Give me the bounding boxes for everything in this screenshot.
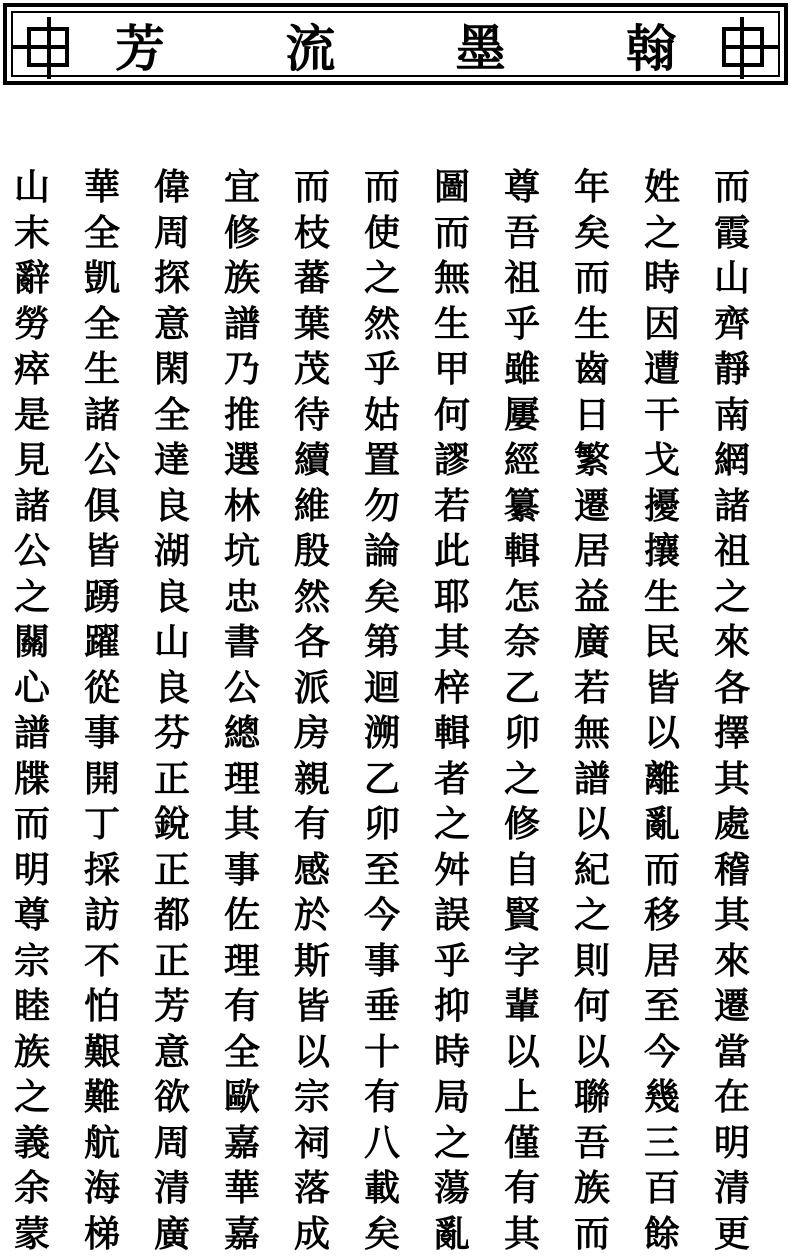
text-char: 時: [627, 256, 697, 302]
text-char: 卯: [487, 711, 557, 757]
text-char: 其: [207, 802, 277, 848]
text-char: 諸: [697, 484, 767, 530]
text-char: 閑: [137, 347, 207, 393]
text-char: 廣: [137, 1212, 207, 1257]
text-char: 維: [277, 484, 347, 530]
text-char: 移: [627, 893, 697, 939]
text-char: 以: [627, 711, 697, 757]
text-char: 霞: [697, 211, 767, 257]
text-char: 族: [0, 1030, 67, 1076]
text-char: 之: [347, 256, 417, 302]
text-char: 湖: [137, 529, 207, 575]
text-char: 至: [347, 848, 417, 894]
text-char: 各: [697, 666, 767, 712]
text-char: 遷: [557, 484, 627, 530]
text-char: 殷: [277, 529, 347, 575]
text-char: 乃: [207, 347, 277, 393]
text-char: 無: [557, 711, 627, 757]
text-char: 百: [627, 1166, 697, 1212]
text-char: 幾: [627, 1075, 697, 1121]
text-char: 抑: [417, 984, 487, 1030]
text-char: 公: [0, 529, 67, 575]
text-char: 輩: [487, 984, 557, 1030]
text-char: 圖: [417, 165, 487, 211]
text-char: 修: [487, 802, 557, 848]
text-char: 而: [557, 256, 627, 302]
text-char: 祖: [697, 529, 767, 575]
text-char: 姑: [347, 393, 417, 439]
text-char: 正: [137, 939, 207, 985]
text-char: 奈: [487, 620, 557, 666]
text-char: 賢: [487, 893, 557, 939]
text-char: 繁: [557, 438, 627, 484]
text-char: 於: [277, 893, 347, 939]
text-char: 諸: [67, 393, 137, 439]
text-char: 之: [557, 893, 627, 939]
text-char: 良: [137, 666, 207, 712]
text-char: 今: [627, 1030, 697, 1076]
text-char: 銳: [137, 802, 207, 848]
text-char: 皆: [67, 529, 137, 575]
text-char: 海: [67, 1166, 137, 1212]
text-char: 都: [137, 893, 207, 939]
text-char: 靜: [697, 347, 767, 393]
text-char: 舛: [417, 848, 487, 894]
text-char: 山: [697, 256, 767, 302]
text-char: 其: [697, 893, 767, 939]
text-char: 清: [697, 1166, 767, 1212]
text-char: 事: [207, 848, 277, 894]
text-char: 續: [277, 438, 347, 484]
text-char: 之: [0, 1075, 67, 1121]
text-char: 航: [67, 1121, 137, 1167]
text-char: 從: [67, 666, 137, 712]
text-column: [557, 165, 627, 1095]
text-char: 嘉: [207, 1212, 277, 1257]
text-char: 來: [697, 620, 767, 666]
text-char: 有: [207, 984, 277, 1030]
text-char: 聯: [557, 1075, 627, 1121]
text-char: 芬: [137, 711, 207, 757]
text-char: 落: [277, 1166, 347, 1212]
text-char: 推: [207, 393, 277, 439]
title-char-3: 墨: [456, 24, 506, 74]
text-char: 而: [697, 165, 767, 211]
text-char: 選: [207, 438, 277, 484]
text-column: [137, 165, 207, 1095]
text-char: 何: [557, 984, 627, 1030]
text-char: 蕃: [277, 256, 347, 302]
text-char: 至: [627, 984, 697, 1030]
text-char: 族: [557, 1166, 627, 1212]
text-char: 然: [347, 302, 417, 348]
text-char: 華: [67, 165, 137, 211]
text-char: 俱: [67, 484, 137, 530]
text-char: 以: [557, 1030, 627, 1076]
text-char: 第: [347, 620, 417, 666]
text-char: 宗: [0, 939, 67, 985]
text-column: [347, 165, 417, 1095]
text-char: 坑: [207, 529, 277, 575]
text-char: 字: [487, 939, 557, 985]
text-char: 置: [347, 438, 417, 484]
text-char: 之: [627, 211, 697, 257]
text-char: 茂: [277, 347, 347, 393]
text-char: 稽: [697, 848, 767, 894]
text-char: 開: [67, 757, 137, 803]
text-char: 成: [277, 1212, 347, 1257]
text-char: 山: [0, 165, 67, 211]
text-char: 有: [277, 802, 347, 848]
text-char: 之: [417, 802, 487, 848]
text-char: 感: [277, 848, 347, 894]
text-char: 屢: [487, 393, 557, 439]
text-char: 芳: [137, 984, 207, 1030]
text-char: 達: [137, 438, 207, 484]
text-char: 其: [697, 757, 767, 803]
text-char: 良: [137, 575, 207, 621]
text-char: 全: [207, 1030, 277, 1076]
text-char: 戈: [627, 438, 697, 484]
text-char: 誤: [417, 893, 487, 939]
text-column: [697, 165, 767, 1095]
text-char: 居: [627, 939, 697, 985]
text-char: 離: [627, 757, 697, 803]
text-char: 因: [627, 302, 697, 348]
text-char: 干: [627, 393, 697, 439]
text-char: 纂: [487, 484, 557, 530]
text-char: 之: [697, 575, 767, 621]
text-char: 勿: [347, 484, 417, 530]
text-char: 欲: [137, 1075, 207, 1121]
text-char: 明: [697, 1121, 767, 1167]
text-char: 上: [487, 1075, 557, 1121]
text-char: 派: [277, 666, 347, 712]
page-title: [93, 19, 698, 79]
text-char: 辭: [0, 256, 67, 302]
banner-inner-frame: [11, 11, 780, 77]
text-char: 乙: [347, 757, 417, 803]
text-char: 待: [277, 393, 347, 439]
text-char: 修: [207, 211, 277, 257]
text-char: 亂: [417, 1212, 487, 1257]
text-char: 生: [417, 302, 487, 348]
text-column: [67, 165, 137, 1095]
text-char: 居: [557, 529, 627, 575]
text-char: 齊: [697, 302, 767, 348]
text-char: 房: [277, 711, 347, 757]
text-char: 斯: [277, 939, 347, 985]
text-char: 以: [557, 802, 627, 848]
text-char: 躍: [67, 620, 137, 666]
text-char: 宗: [277, 1075, 347, 1121]
text-column: [487, 165, 557, 1095]
text-char: 耶: [417, 575, 487, 621]
text-char: 正: [137, 848, 207, 894]
text-char: 皆: [627, 666, 697, 712]
text-char: 遭: [627, 347, 697, 393]
text-char: 而: [557, 1212, 627, 1257]
text-char: 謬: [417, 438, 487, 484]
text-char: 生: [67, 347, 137, 393]
text-char: 勞: [0, 302, 67, 348]
text-char: 此: [417, 529, 487, 575]
text-char: 益: [557, 575, 627, 621]
text-char: 尊: [487, 165, 557, 211]
text-char: 蒙: [0, 1212, 67, 1257]
text-char: 年: [557, 165, 627, 211]
text-char: 末: [0, 211, 67, 257]
text-char: 梓: [417, 666, 487, 712]
text-char: 三: [627, 1121, 697, 1167]
text-char: 林: [207, 484, 277, 530]
text-char: 而: [0, 802, 67, 848]
text-char: 蕩: [417, 1166, 487, 1212]
text-char: 輯: [417, 711, 487, 757]
text-char: 而: [417, 211, 487, 257]
vertical-text-body: [0, 165, 767, 1095]
text-char: 當: [697, 1030, 767, 1076]
text-char: 亂: [627, 802, 697, 848]
text-char: 矣: [347, 1212, 417, 1257]
text-char: 攘: [627, 529, 697, 575]
text-char: 乎: [347, 347, 417, 393]
text-char: 輯: [487, 529, 557, 575]
text-char: 垂: [347, 984, 417, 1030]
text-char: 正: [137, 757, 207, 803]
text-char: 佐: [207, 893, 277, 939]
text-char: 而: [347, 165, 417, 211]
text-char: 艱: [67, 1030, 137, 1076]
text-char: 凱: [67, 256, 137, 302]
text-char: 乎: [417, 939, 487, 985]
text-char: 而: [627, 848, 697, 894]
text-char: 廣: [557, 620, 627, 666]
text-char: 關: [0, 620, 67, 666]
text-char: 牒: [0, 757, 67, 803]
text-char: 論: [347, 529, 417, 575]
text-char: 更: [697, 1212, 767, 1257]
text-char: 怎: [487, 575, 557, 621]
text-char: 怕: [67, 984, 137, 1030]
text-char: 民: [627, 620, 697, 666]
text-char: 之: [0, 575, 67, 621]
text-char: 以: [487, 1030, 557, 1076]
text-char: 華: [207, 1166, 277, 1212]
text-char: 吾: [487, 211, 557, 257]
text-char: 溯: [347, 711, 417, 757]
text-char: 枝: [277, 211, 347, 257]
text-char: 之: [417, 1121, 487, 1167]
text-char: 難: [67, 1075, 137, 1121]
text-char: 睦: [0, 984, 67, 1030]
text-char: 事: [67, 711, 137, 757]
text-char: 而: [277, 165, 347, 211]
text-char: 雖: [487, 347, 557, 393]
text-char: 網: [697, 438, 767, 484]
text-char: 無: [417, 256, 487, 302]
text-char: 梯: [67, 1212, 137, 1257]
text-char: 者: [417, 757, 487, 803]
text-char: 余: [0, 1166, 67, 1212]
text-char: 局: [417, 1075, 487, 1121]
text-char: 良: [137, 484, 207, 530]
text-char: 甲: [417, 347, 487, 393]
text-char: 祠: [277, 1121, 347, 1167]
text-char: 各: [277, 620, 347, 666]
text-char: 來: [697, 939, 767, 985]
text-char: 意: [137, 1030, 207, 1076]
text-char: 尊: [0, 893, 67, 939]
text-char: 不: [67, 939, 137, 985]
text-char: 使: [347, 211, 417, 257]
text-char: 周: [137, 211, 207, 257]
text-char: 全: [137, 393, 207, 439]
text-char: 皆: [277, 984, 347, 1030]
text-char: 吾: [557, 1121, 627, 1167]
text-char: 總: [207, 711, 277, 757]
text-char: 譜: [0, 711, 67, 757]
text-char: 擇: [697, 711, 767, 757]
title-char-1: 芳: [115, 24, 165, 74]
text-char: 是: [0, 393, 67, 439]
fret-ornament-right-icon: [714, 13, 778, 83]
text-char: 南: [697, 393, 767, 439]
text-char: 紀: [557, 848, 627, 894]
text-char: 訪: [67, 893, 137, 939]
text-char: 自: [487, 848, 557, 894]
text-char: 公: [207, 666, 277, 712]
text-char: 全: [67, 211, 137, 257]
text-char: 事: [347, 939, 417, 985]
text-char: 葉: [277, 302, 347, 348]
text-char: 僅: [487, 1121, 557, 1167]
text-char: 卯: [347, 802, 417, 848]
text-char: 譜: [207, 302, 277, 348]
text-column: [627, 165, 697, 1095]
text-char: 載: [347, 1166, 417, 1212]
text-char: 明: [0, 848, 67, 894]
text-char: 忠: [207, 575, 277, 621]
text-char: 祖: [487, 256, 557, 302]
text-char: 踴: [67, 575, 137, 621]
text-char: 處: [697, 802, 767, 848]
text-char: 餘: [627, 1212, 697, 1257]
title-banner: [3, 3, 788, 85]
text-char: 全: [67, 302, 137, 348]
text-char: 理: [207, 939, 277, 985]
text-char: 今: [347, 893, 417, 939]
text-char: 以: [277, 1030, 347, 1076]
text-char: 有: [347, 1075, 417, 1121]
text-char: 若: [417, 484, 487, 530]
text-char: 意: [137, 302, 207, 348]
text-char: 公: [67, 438, 137, 484]
text-char: 書: [207, 620, 277, 666]
text-char: 經: [487, 438, 557, 484]
text-char: 周: [137, 1121, 207, 1167]
text-char: 何: [417, 393, 487, 439]
text-char: 然: [277, 575, 347, 621]
text-char: 山: [137, 620, 207, 666]
text-char: 探: [137, 256, 207, 302]
text-char: 族: [207, 256, 277, 302]
text-char: 採: [67, 848, 137, 894]
text-char: 日: [557, 393, 627, 439]
text-char: 諸: [0, 484, 67, 530]
text-char: 在: [697, 1075, 767, 1121]
text-char: 清: [137, 1166, 207, 1212]
text-char: 生: [627, 575, 697, 621]
text-char: 丁: [67, 802, 137, 848]
text-column: [207, 165, 277, 1095]
text-char: 嘉: [207, 1121, 277, 1167]
text-char: 宜: [207, 165, 277, 211]
text-column: [0, 165, 67, 1095]
text-char: 生: [557, 302, 627, 348]
text-char: 歐: [207, 1075, 277, 1121]
text-char: 其: [487, 1212, 557, 1257]
text-char: 則: [557, 939, 627, 985]
text-column: [417, 165, 487, 1095]
text-char: 時: [417, 1030, 487, 1076]
text-char: 親: [277, 757, 347, 803]
text-char: 矣: [347, 575, 417, 621]
fret-ornament-left-icon: [13, 13, 77, 83]
text-char: 齒: [557, 347, 627, 393]
text-char: 矣: [557, 211, 627, 257]
text-char: 有: [487, 1166, 557, 1212]
text-char: 瘁: [0, 347, 67, 393]
text-char: 姓: [627, 165, 697, 211]
title-char-4: 翰: [626, 24, 676, 74]
text-column: [277, 165, 347, 1095]
text-char: 偉: [137, 165, 207, 211]
text-char: 譜: [557, 757, 627, 803]
text-char: 心: [0, 666, 67, 712]
text-char: 迴: [347, 666, 417, 712]
text-char: 十: [347, 1030, 417, 1076]
text-char: 理: [207, 757, 277, 803]
text-char: 遷: [697, 984, 767, 1030]
text-char: 乙: [487, 666, 557, 712]
text-char: 義: [0, 1121, 67, 1167]
text-char: 見: [0, 438, 67, 484]
text-char: 若: [557, 666, 627, 712]
text-char: 八: [347, 1121, 417, 1167]
text-char: 擾: [627, 484, 697, 530]
text-char: 之: [487, 757, 557, 803]
text-char: 乎: [487, 302, 557, 348]
title-char-2: 流: [285, 24, 335, 74]
text-char: 其: [417, 620, 487, 666]
